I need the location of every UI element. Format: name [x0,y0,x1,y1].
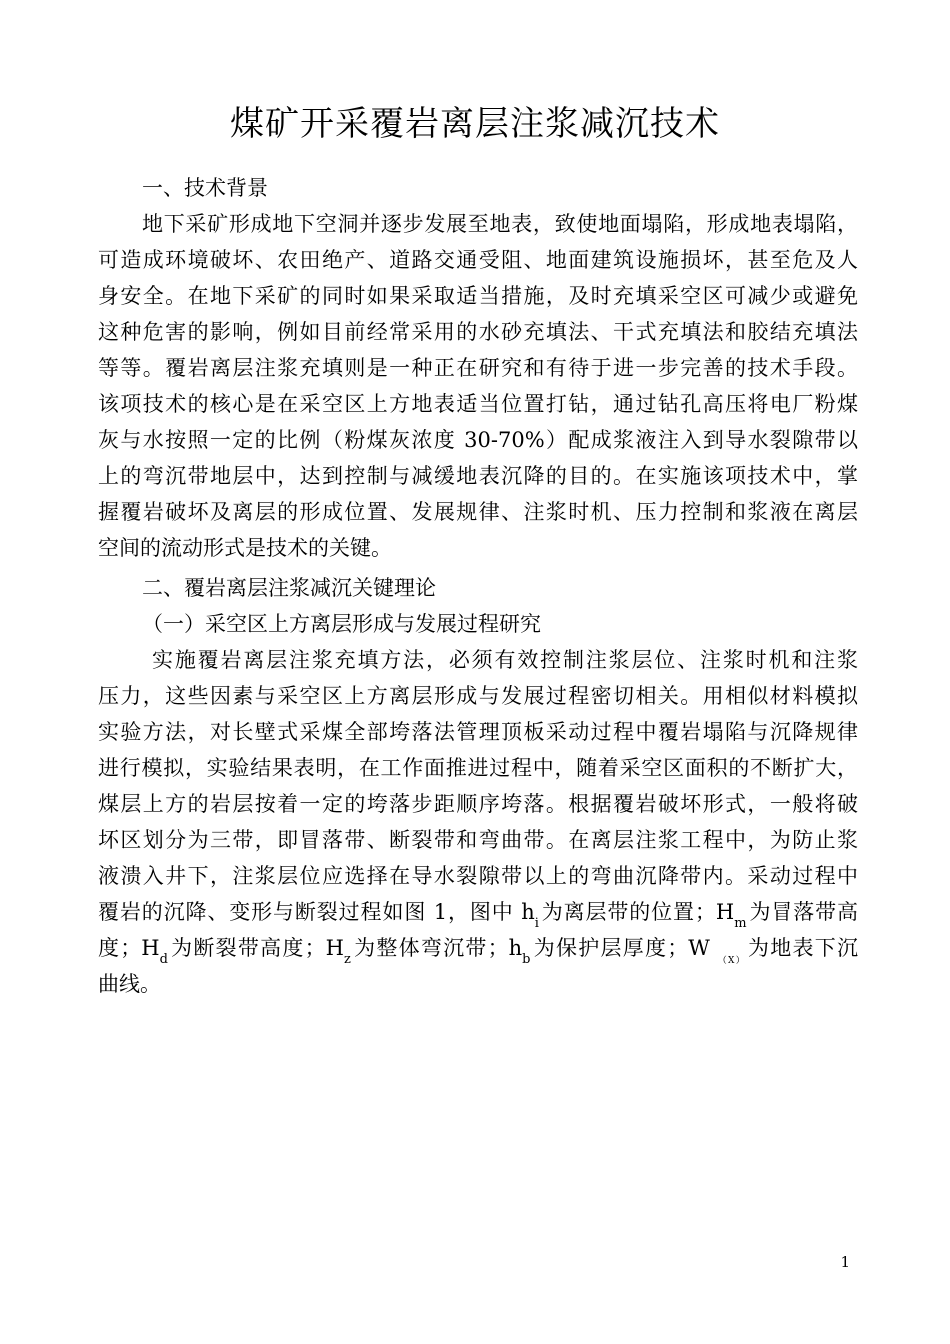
paragraph-line: 该项技术的核心是在采空区上方地表适当位置打钻，通过钻孔高压将电厂粉煤 [98,392,858,416]
section-heading-theory: 二、覆岩离层注浆减沉关键理论 [142,576,436,600]
paragraph-line-with-symbols [98,894,858,930]
paragraph-line: 灰与水按照一定的比例（粉煤灰浓度 30-70%）配成浆液注入到导水裂隙带以 [98,428,858,452]
text-segment: 度；H [98,936,160,960]
subsection-heading: （一）采空区上方离层形成与发展过程研究 [142,612,541,636]
section-heading-background: 一、技术背景 [142,176,268,200]
text-segment: 为地表下沉 [747,936,858,960]
paragraph-line: 煤层上方的岩层按着一定的垮落步距顺序垮落。根据覆岩破坏形式，一般将破 [98,792,858,816]
paragraph-line: 曲线。 [98,972,161,996]
paragraph-line: 空间的流动形式是技术的关键。 [98,536,392,560]
text-segment: 为断裂带高度；H [169,936,344,960]
paragraph-line: 液溃入井下，注浆层位应选择在导水裂隙带以上的弯曲沉降带内。采动过程中 [98,864,858,888]
document-title: 煤矿开采覆岩离层注浆减沉技术 [230,104,720,144]
subscript-i: i [534,916,539,931]
text-segment: 覆岩的沉降、变形与断裂过程如图 1，图中 h [98,900,535,924]
paragraph-line-with-symbols [98,930,858,966]
subscript-m: m [734,916,747,931]
paragraph-line: 这种危害的影响，例如目前经常采用的水砂充填法、干式充填法和胶结充填法 [98,320,858,344]
text-segment: 为离层带的位置；H [540,900,735,924]
paragraph-line: 进行模拟，实验结果表明，在工作面推进过程中，随着采空区面积的不断扩大， [98,756,858,780]
subscript-b: b [522,952,531,967]
page-number: 1 [840,1253,850,1271]
paragraph-line: 身安全。在地下采矿的同时如果采取适当措施，及时充填采空区可减少或避免 [98,284,858,308]
paragraph-line: 实验方法，对长壁式采煤全部垮落法管理顶板采动过程中覆岩塌陷与沉降规律 [98,720,858,744]
text-segment: 为冒落带高 [748,900,858,924]
text-segment: 为整体弯沉带；h [352,936,523,960]
paragraph-line: 坏区划分为三带，即冒落带、断裂带和弯曲带。在离层注浆工程中，为防止浆 [98,828,858,852]
subscript-d: d [159,952,168,967]
paragraph-line: 可造成环境破坏、农田绝产、道路交通受阻、地面建筑设施损坏，甚至危及人 [98,248,858,272]
paragraph-line: 实施覆岩离层注浆充填方法，必须有效控制注浆层位、注浆时机和注浆 [152,648,858,672]
paragraph-line: 地下采矿形成地下空洞并逐步发展至地表，致使地面塌陷，形成地表塌陷， [142,212,858,236]
paragraph-line: 等等。覆岩离层注浆充填则是一种正在研究和有待于进一步完善的技术手段。 [98,356,858,380]
text-segment: 为保护层厚度；W [532,936,718,960]
paragraph-line: 上的弯沉带地层中，达到控制与减缓地表沉降的目的。在实施该项技术中，掌 [98,464,858,488]
subscript-x: （X） [717,956,746,966]
subscript-z: z [344,952,351,967]
paragraph-line: 握覆岩破坏及离层的形成位置、发展规律、注浆时机、压力控制和浆液在离层 [98,500,858,524]
paragraph-line: 压力，这些因素与采空区上方离层形成与发展过程密切相关。用相似材料模拟 [98,684,858,708]
